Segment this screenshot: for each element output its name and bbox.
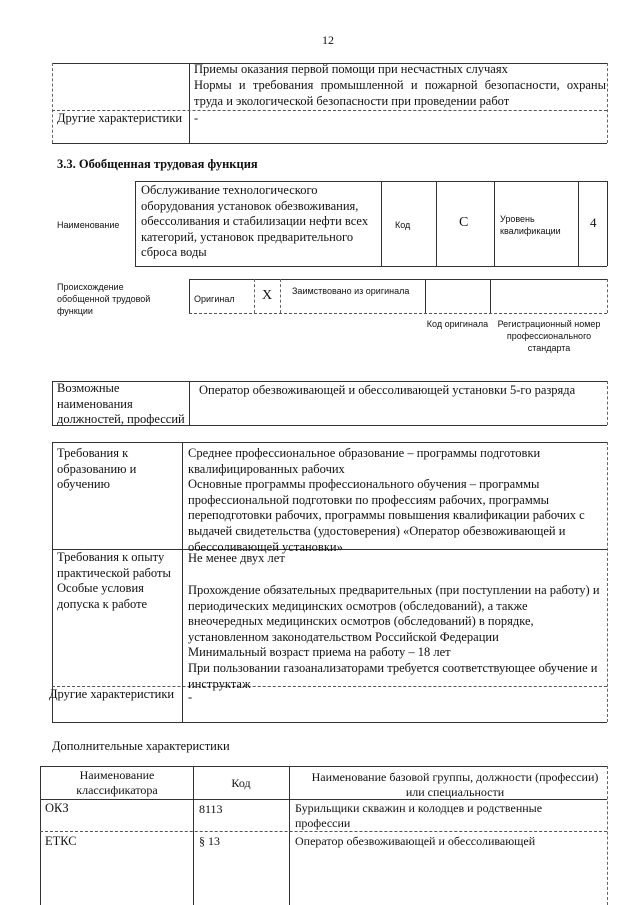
level-value: 4 [590, 215, 597, 230]
borrowed-label: Заимствовано из оригинала [292, 286, 410, 296]
table-row-etks-code: § 13 [199, 834, 220, 848]
code-label: Код [395, 220, 411, 230]
header-classifier: Наименование классификатора [76, 768, 158, 797]
table-row-okz-code: 8113 [199, 802, 223, 816]
positions-label: Возможные наименования должностей, профессий [57, 381, 185, 427]
level-label: Уровень квалификации [500, 214, 561, 236]
page-number: 12 [322, 33, 334, 47]
requirements-other-value: - [188, 690, 193, 704]
experience-value: Не менее двух лет [188, 551, 285, 565]
top-table-row-safety: Нормы и требования промышленной и пожарной безопасности, охраны труда и экологической безопасности при проведении работ [194, 78, 606, 108]
name-value: Обслуживание технологического оборудования установок обезвоживания, обессоливания и стабилизации нефти всех категорий, установок предварительного сброса воды [141, 183, 369, 260]
table-row-okz-name: Бурильщики скважин и колодцев и родственные профессии [295, 801, 543, 830]
special-conditions-label: Особые условия допуска к работе [57, 581, 148, 611]
additional-title: Дополнительные характеристики [52, 739, 230, 753]
origin-label: Происхождение обобщенной трудовой функции [57, 282, 151, 316]
section-title: 3.3. Обобщенная трудовая функция [57, 157, 258, 171]
special-conditions-value: Прохождение обязательных предварительных (при поступлении на работу) и периодических медицинских осмотров (обследований), а также внеочередных медицинских осмотров (обследований) в порядке, установленном законодательством Российской Федерации Минимальный возраст приема на работу – 18 лет При пользовании газоанализаторами требуется соответствующее обучение и инструктаж [188, 583, 600, 691]
education-label: Требования к образованию и обучению [57, 446, 137, 492]
top-table-other-value: - [194, 111, 199, 125]
top-table-other-label: Другие характеристики [57, 111, 183, 125]
experience-label: Требования к опыту практической работы [57, 550, 171, 580]
original-label: Оригинал [194, 294, 235, 304]
requirements-other-label: Другие характеристики [49, 687, 175, 701]
top-table-row-first-aid: Приемы оказания первой помощи при несчастных случаях [194, 62, 508, 76]
code-value: C [459, 215, 469, 230]
registration-number-label: Регистрационный номер профессионального стандарта [497, 319, 601, 353]
original-mark: X [262, 288, 273, 303]
code-original-label: Код оригинала [426, 319, 489, 329]
table-row-etks-name: Оператор обезвоживающей и обессоливающей [295, 834, 536, 848]
positions-value: Оператор обезвоживающей и обессоливающей установки 5-го разряда [199, 383, 576, 397]
education-value: Среднее профессиональное образование – программы подготовки квалифицированных рабочих Основные программы профессионального обучения – программы профессиональной подготовки по профессиям рабочих, программы переподготовки рабочих, программы повышения квалификации рабочих с выдачей свидетельства (удостоверения) «Оператор обезвоживающей и обессоливающей установки» [188, 446, 585, 554]
name-label: Наименование [57, 220, 120, 230]
table-row-etks-classifier: ЕТКС [45, 834, 77, 848]
header-code: Код [231, 776, 251, 790]
table-row-okz-classifier: ОКЗ [45, 801, 69, 815]
header-group-name: Наименование базовой группы, должности (профессии) или специальности [311, 770, 599, 799]
